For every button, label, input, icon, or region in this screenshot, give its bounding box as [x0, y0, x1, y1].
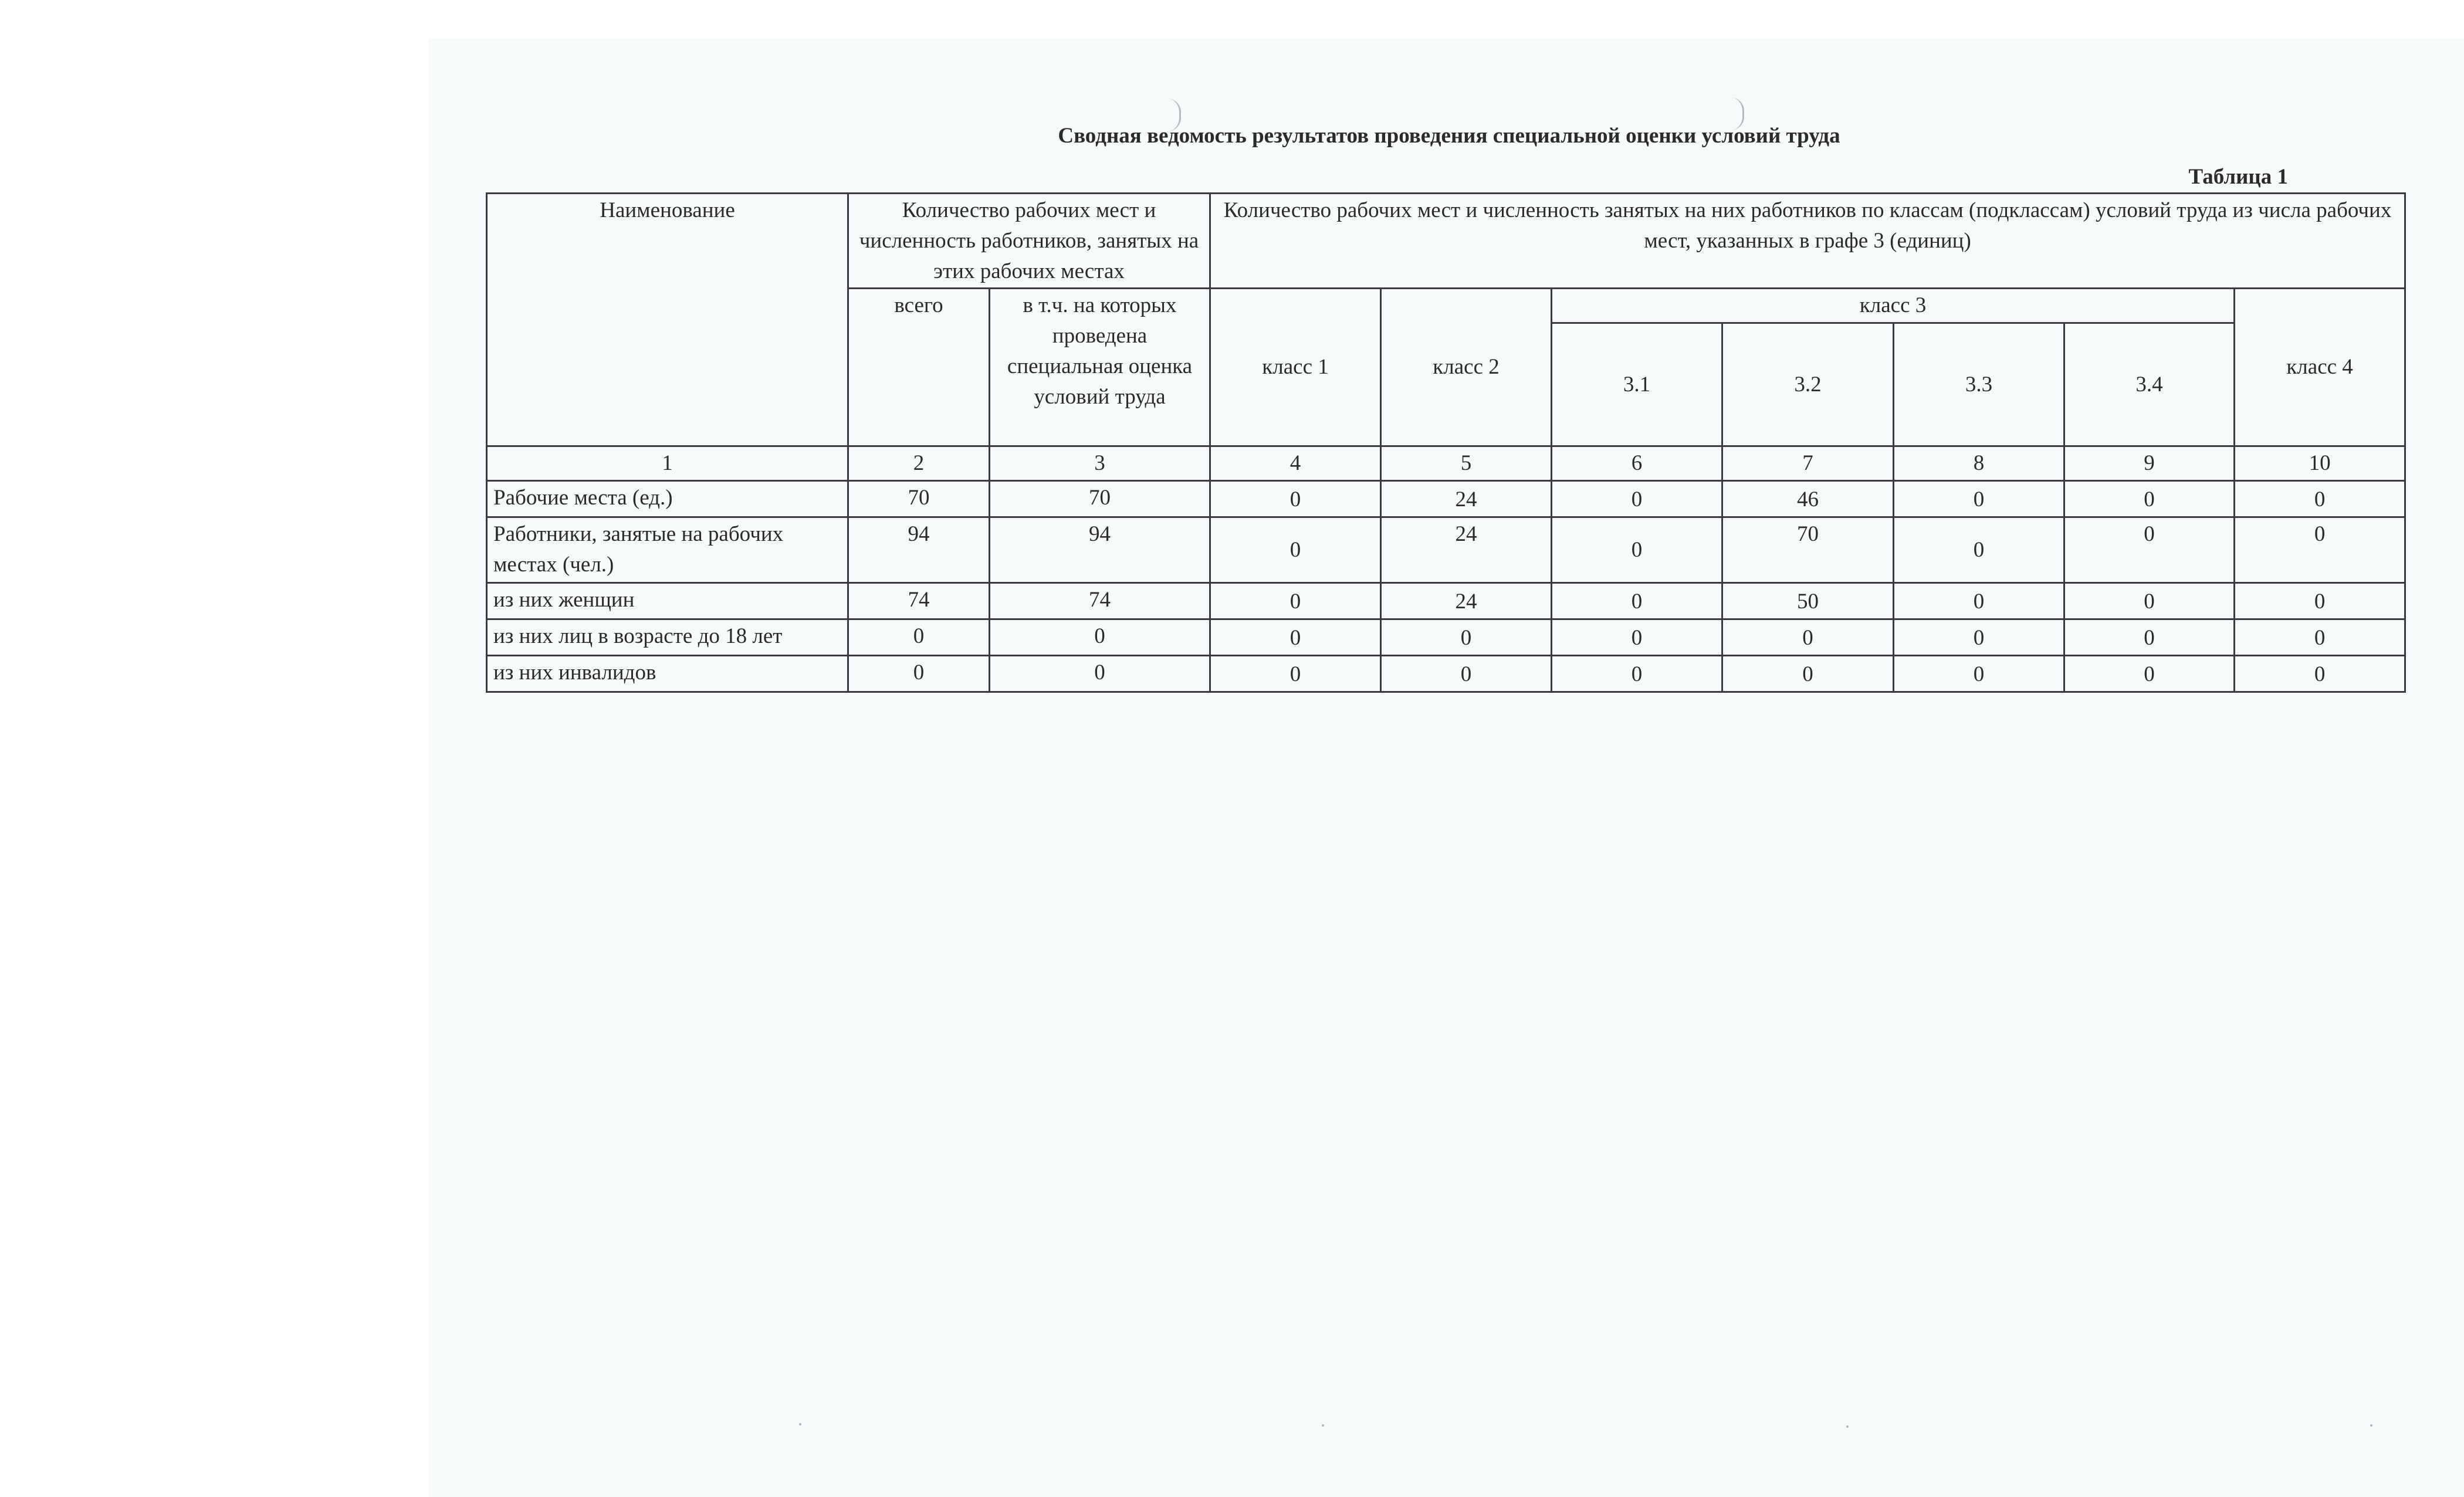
scan-speck [2370, 1424, 2372, 1427]
cell-class-3-3: 0 [1894, 480, 2064, 517]
cell-class-3-1: 0 [1552, 480, 1722, 517]
cell-class-3-1: 0 [1552, 655, 1722, 692]
cell-assessed: 0 [990, 619, 1210, 655]
cell-class-1: 0 [1210, 517, 1381, 582]
row-label: из них лиц в возрасте до 18 лет [487, 619, 848, 655]
table-row-minors [487, 619, 2405, 655]
table-row-disabled [487, 655, 2405, 692]
cell-class-4: 0 [2235, 582, 2405, 619]
scan-speck [799, 1423, 801, 1425]
cell-class-3-1: 0 [1552, 582, 1722, 619]
cell-class-3-1: 0 [1552, 517, 1722, 582]
row-label: из них женщин [487, 582, 848, 619]
table-label: Таблица 1 [2188, 165, 2288, 189]
row-label: Работники, занятые на рабочих местах (чел.) [487, 517, 848, 582]
column-number: 1 [487, 446, 848, 481]
cell-class-4: 0 [2235, 619, 2405, 655]
cell-class-3-2: 0 [1722, 655, 1894, 692]
table-row-workers [487, 517, 2405, 582]
header-class-3: класс 3 [1552, 289, 2235, 323]
cell-class-4: 0 [2235, 517, 2405, 582]
header-class-3-4: 3.4 [2064, 323, 2235, 446]
cell-class-3-4: 0 [2064, 582, 2235, 619]
cell-total: 94 [848, 517, 990, 582]
cell-total: 74 [848, 582, 990, 619]
cell-class-2: 24 [1381, 517, 1552, 582]
cell-class-1: 0 [1210, 655, 1381, 692]
cell-assessed: 70 [990, 480, 1210, 517]
cell-class-3-1: 0 [1552, 619, 1722, 655]
header-workplaces-group: Количество рабочих мест и численность работников, занятых на этих рабочих местах [848, 194, 1210, 289]
cell-class-1: 0 [1210, 619, 1381, 655]
row-label: из них инвалидов [487, 655, 848, 692]
cell-class-3-4: 0 [2064, 517, 2235, 582]
column-number: 8 [1894, 446, 2064, 481]
column-number-row [487, 446, 2405, 481]
cell-class-2: 0 [1381, 619, 1552, 655]
header-classes-group: Количество рабочих мест и численность занятых на них работников по классам (подклассам) условий труда из числа рабочих мест, указанных в графе 3 (единиц) [1210, 194, 2405, 289]
scan-speck [1322, 1424, 1324, 1427]
header-total: всего [848, 289, 990, 446]
cell-class-3-2: 70 [1722, 517, 1894, 582]
header-class-3-2: 3.2 [1722, 323, 1894, 446]
cell-total: 70 [848, 480, 990, 517]
column-number: 3 [990, 446, 1210, 481]
cell-class-4: 0 [2235, 480, 2405, 517]
header-class-3-3: 3.3 [1894, 323, 2064, 446]
column-number: 7 [1722, 446, 1894, 481]
column-number: 4 [1210, 446, 1381, 481]
header-class-1: класс 1 [1210, 289, 1381, 446]
cell-class-3-3: 0 [1894, 619, 2064, 655]
cell-class-3-2: 46 [1722, 480, 1894, 517]
cell-class-3-2: 0 [1722, 619, 1894, 655]
column-number: 6 [1552, 446, 1722, 481]
cell-total: 0 [848, 655, 990, 692]
cell-class-3-3: 0 [1894, 655, 2064, 692]
column-number: 2 [848, 446, 990, 481]
cell-class-3-3: 0 [1894, 582, 2064, 619]
scan-speck [1846, 1425, 1849, 1428]
cell-class-2: 24 [1381, 582, 1552, 619]
header-class-2: класс 2 [1381, 289, 1552, 446]
cell-class-2: 24 [1381, 480, 1552, 517]
cell-class-3-3: 0 [1894, 517, 2064, 582]
table-row-workplaces [487, 480, 2405, 517]
cell-class-4: 0 [2235, 655, 2405, 692]
cell-class-1: 0 [1210, 582, 1381, 619]
column-number: 5 [1381, 446, 1552, 481]
header-assessed: в т.ч. на которых проведена специальная оценка условий труда [990, 289, 1210, 446]
cell-assessed: 0 [990, 655, 1210, 692]
cell-class-2: 0 [1381, 655, 1552, 692]
cell-assessed: 94 [990, 517, 1210, 582]
cell-class-3-4: 0 [2064, 655, 2235, 692]
column-number: 10 [2235, 446, 2405, 481]
row-label: Рабочие места (ед.) [487, 480, 848, 517]
table-row-women [487, 582, 2405, 619]
header-name: Наименование [487, 194, 848, 446]
cell-total: 0 [848, 619, 990, 655]
cell-class-3-4: 0 [2064, 480, 2235, 517]
cell-class-1: 0 [1210, 480, 1381, 517]
summary-table [486, 192, 2406, 693]
cell-class-3-2: 50 [1722, 582, 1894, 619]
cell-assessed: 74 [990, 582, 1210, 619]
document-title: Сводная ведомость результатов проведения специальной оценки условий труда [1058, 124, 1840, 148]
column-number: 9 [2064, 446, 2235, 481]
header-class-3-1: 3.1 [1552, 323, 1722, 446]
header-class-4: класс 4 [2235, 289, 2405, 446]
cell-class-3-4: 0 [2064, 619, 2235, 655]
